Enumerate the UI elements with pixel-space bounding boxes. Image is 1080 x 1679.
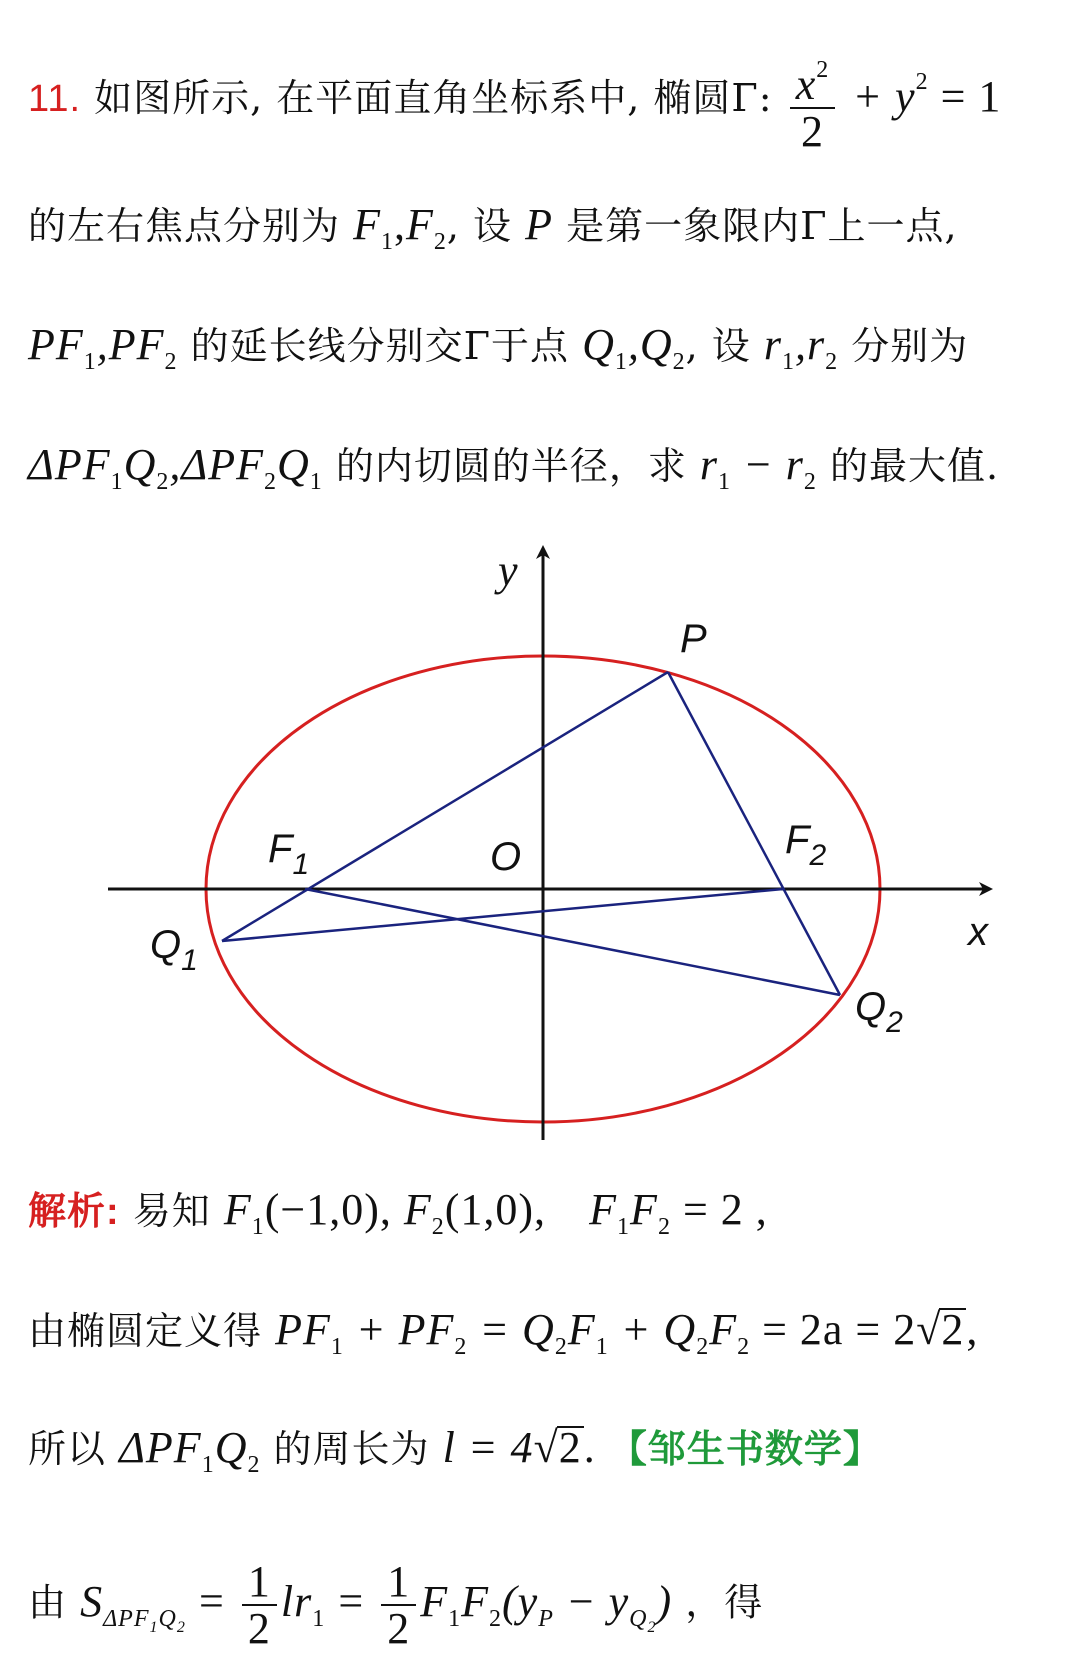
label-f2: $F_2$ <box>785 818 827 872</box>
solution-line-4: 由 $S_{\Delta PF_1Q_2}$ = $\frac{1}{2}$ $lr_1$ = $\frac{1}{2}$ $F_1F_2(y_P - y_{Q_2})$ ，得 <box>28 1557 764 1653</box>
ellipse-fraction <box>790 48 836 155</box>
perimeter: l = 4 <box>442 1423 534 1472</box>
difference-r: $r_1 - r_2$ <box>699 440 817 495</box>
watermark-tag: 【邹生书数学】 <box>608 1426 882 1471</box>
line3-text-a: 的延长线分别交Γ于点 <box>177 324 583 368</box>
foci-f1: $F_1$ <box>353 200 394 255</box>
solution-line-2: 由椭圆定义得 $PF_1 + PF_2 = Q_2F_1 + Q_2F_2 = 2a = 2√2$, <box>28 1305 979 1360</box>
problem-line-2: 的左右焦点分别为 $F_1,F_2$, 设 P 是第一象限内Γ上一点, <box>28 200 958 255</box>
line2-text-a: 的左右焦点分别为 <box>28 204 354 248</box>
segments-pf: $PF_1,PF_2$ <box>28 320 178 375</box>
solution-line-1 <box>28 1180 768 1241</box>
f1f2-value: = 2 , <box>670 1185 768 1234</box>
label-q1: $Q_1$ <box>150 923 198 977</box>
line3-text-b: , 设 <box>685 324 764 368</box>
sqrt-two: 2 <box>941 1305 965 1354</box>
fraction-numerator: $x^2$ <box>790 48 836 109</box>
problem-number: 11. <box>28 78 82 120</box>
problem-line-3 <box>28 315 968 376</box>
solution-line-3: 所以 $\Delta PF_1Q_2$ 的周长为 l = 4√2. 【邹生书数学】 <box>28 1423 882 1478</box>
label-origin: O <box>490 835 522 879</box>
line4-text-a: 的内切圆的半径，求 <box>322 444 700 488</box>
radii-r: $r_1,r_2$ <box>763 320 839 375</box>
f2-value: (1,0), <box>444 1185 547 1234</box>
f1-value: (−1,0), <box>264 1185 404 1234</box>
fraction-denominator: 2 <box>800 107 824 156</box>
label-y: y <box>498 546 518 595</box>
half-fraction-2: $\frac{1}{2}$ <box>381 1560 416 1652</box>
segment-q1-f2 <box>222 889 783 941</box>
solution-heading: 解析: <box>28 1191 120 1233</box>
label-x: x <box>968 910 988 954</box>
line2-text-b: , 设 <box>446 204 526 248</box>
l-r1: $lr_1$ <box>280 1576 326 1632</box>
area-expression: $F_1F_2(y_P - y_{Q_2})$ <box>420 1576 673 1636</box>
area-s: $S_{\Delta PF_1Q_2}$ <box>80 1576 186 1636</box>
solution-line-4-text: 由 <box>28 1580 81 1625</box>
label-f1: $F_1$ <box>268 827 310 881</box>
problem-line-1 <box>28 48 1001 155</box>
f2-coord: $F_2$ <box>403 1185 445 1240</box>
equation-tail: + $y^2$ <box>852 69 929 121</box>
line2-text-c: 是第一象限内Γ上一点, <box>553 204 958 248</box>
solution-line-4-end: ，得 <box>672 1580 764 1625</box>
segment-p-q2 <box>668 672 840 995</box>
equation-end: = 1 <box>928 72 1002 121</box>
segment-q1-p <box>222 672 668 941</box>
solution-line-1-text: 易知 <box>132 1189 224 1233</box>
triangle-pf1q2: $\Delta PF_1Q_2$ <box>119 1423 261 1478</box>
points-q: $Q_1,Q_2$ <box>582 320 686 375</box>
solution-line-3-text: 所以 <box>28 1427 120 1471</box>
foci-f2: $F_2$ <box>405 200 447 255</box>
label-p: P <box>680 617 707 661</box>
f1f2-distance: $F_1F_2$ <box>589 1185 671 1240</box>
line4-text-b: 的最大值. <box>816 444 1000 488</box>
point-p: P <box>525 200 554 249</box>
problem-line-1-text: 如图所示, 在平面直角坐标系中, 椭圆Γ: <box>94 76 773 120</box>
segment-f1-q2 <box>305 889 840 995</box>
line3-text-c: 分别为 <box>838 324 969 368</box>
solution-line-3-text-b: 的周长为 <box>260 1427 443 1471</box>
sqrt-two-perimeter: 2 <box>558 1423 582 1472</box>
triangles: $\Delta PF_1Q_2,\Delta PF_2Q_1$ <box>28 440 323 495</box>
f1-coord: $F_1$ <box>223 1185 265 1240</box>
definition-sum: $PF_1 + PF_2 = Q_2F_1 + Q_2F_2$ <box>275 1305 751 1360</box>
half-fraction-1: $\frac{1}{2}$ <box>242 1560 277 1652</box>
problem-line-4 <box>28 435 999 496</box>
solution-line-2-text: 由椭圆定义得 <box>28 1309 276 1353</box>
ellipse-diagram <box>0 540 1080 1140</box>
definition-value: = 2a = 2 <box>750 1305 917 1354</box>
label-q2: $Q_2$ <box>855 985 903 1039</box>
